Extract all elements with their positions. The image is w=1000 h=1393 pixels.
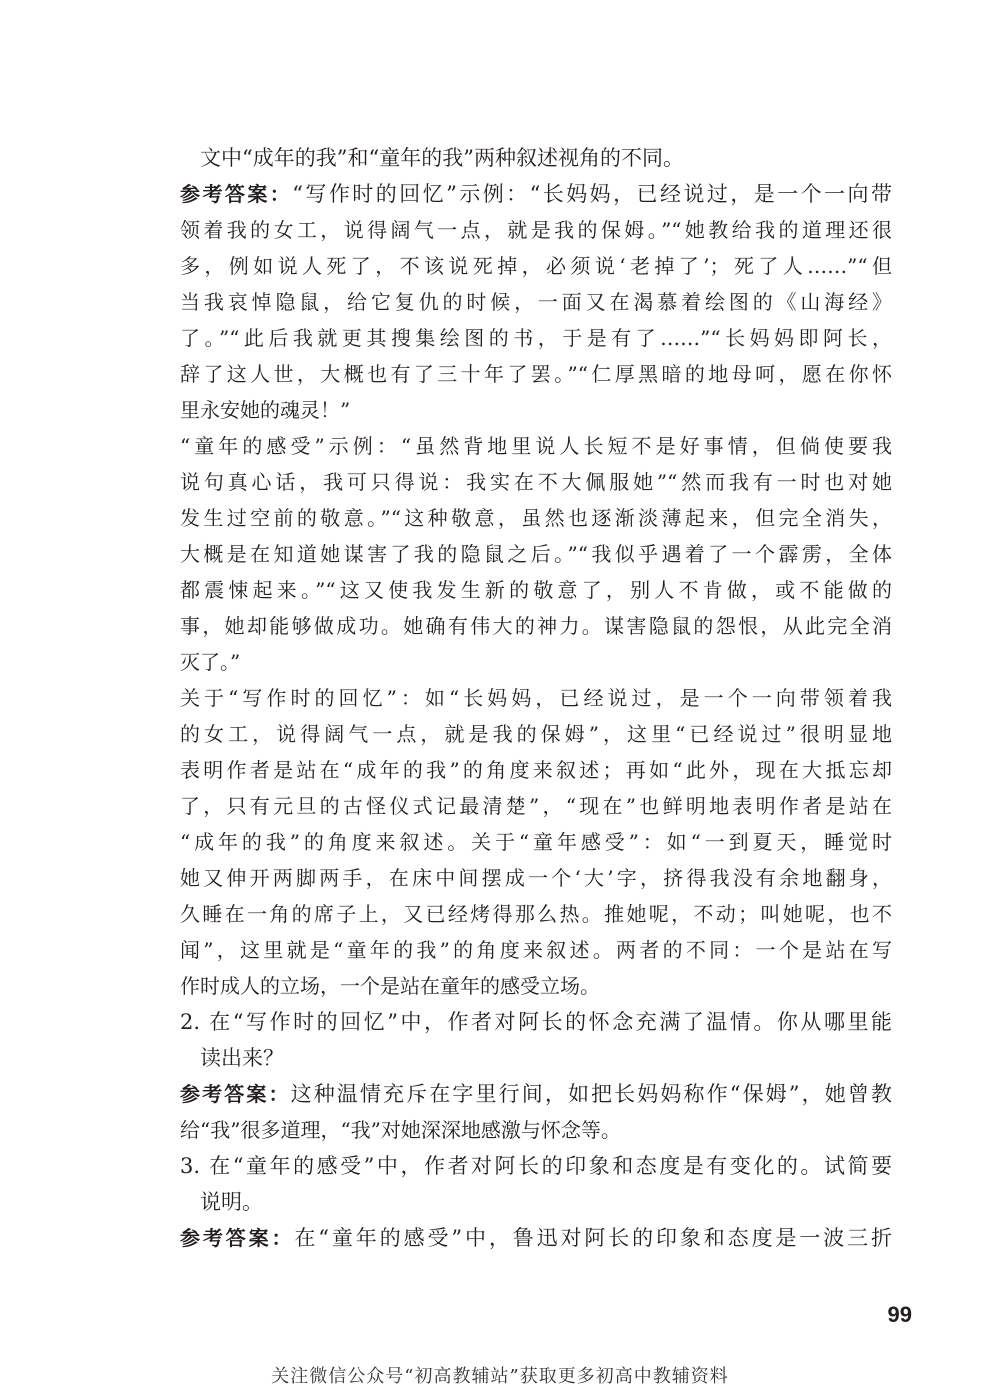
answer-line: [180, 1076, 892, 1112]
line-text: 的女工，说得阔气一点，就是我的保姆”，这里“已经说过”很明显地: [180, 722, 892, 746]
text-line: [180, 356, 892, 392]
line-text: “成年的我”的角度来叙述。关于“童年感受”：如“一到夏天，睡觉时: [180, 830, 892, 854]
text-line: [180, 896, 892, 932]
text-line: [180, 428, 892, 464]
line-text: 说明。: [200, 1190, 263, 1214]
line-text: 3. 在“童年的感受”中，作者对阿长的印象和态度是有变化的。试简要: [180, 1154, 892, 1178]
text-line: [180, 392, 892, 428]
page-number: 99: [887, 1302, 912, 1327]
body-text: [180, 140, 892, 1256]
line-text: 文中“成年的我”和“童年的我”两种叙述视角的不同。: [200, 146, 684, 170]
line-text: 说句真心话，我可只得说：我实在不大佩服她”“然而我有一时也对她: [180, 470, 892, 494]
text-line: [180, 608, 892, 644]
line-text: 事，她却能够做成功。她确有伟大的神力。谋害隐鼠的怨恨，从此完全消: [180, 614, 892, 638]
answer-label: 参考答案：: [180, 182, 293, 206]
text-line: [180, 1112, 892, 1148]
text-line: [180, 752, 892, 788]
line-text: 作时成人的立场，一个是站在童年的感受立场。: [180, 974, 600, 998]
footer-note: 关注微信公众号“初高教辅站”获取更多初高中教辅资料: [271, 1366, 729, 1387]
line-text: 久睡在一角的席子上，又已经烤得那么热。推她呢，不动；叫她呢，也不: [180, 902, 892, 926]
line-text: 了。”“此后我就更其搜集绘图的书，于是有了……”“长妈妈即阿长，: [180, 326, 892, 350]
answer-label: 参考答案：: [180, 1082, 291, 1106]
text-line: [180, 320, 892, 356]
text-line: [180, 968, 892, 1004]
text-line: [180, 716, 892, 752]
line-text: 这种温情充斥在字里行间，如把长妈妈称作“保姆”，她曾教: [290, 1082, 892, 1106]
question-line: [180, 1040, 892, 1076]
question-line: [180, 1184, 892, 1220]
answer-line: [180, 1220, 892, 1256]
line-text: 都震悚起来。”“这又使我发生新的敬意了，别人不肯做，或不能做的: [180, 578, 892, 602]
line-text: 给“我”很多道理，“我”对她深深地感激与怀念等。: [180, 1118, 621, 1142]
line-text: 在“童年的感受”中，鲁迅对阿长的印象和态度是一波三折: [294, 1226, 892, 1250]
line-text: 当我哀悼隐鼠，给它复仇的时候，一面又在渴慕着绘图的《山海经》: [180, 290, 892, 314]
text-line: [180, 464, 892, 500]
text-line: [180, 536, 892, 572]
line-text: 读出来？: [200, 1046, 284, 1070]
text-line: [180, 788, 892, 824]
line-text: 领着我的女工，说得阔气一点，就是我的保姆。”“她教给我的道理还很: [180, 218, 892, 242]
line-text: 表明作者是站在“成年的我”的角度来叙述；再如“此外，现在大抵忘却: [180, 758, 892, 782]
line-text: 了，只有元旦的古怪仪式记最清楚”，“现在”也鲜明地表明作者是站在: [180, 794, 892, 818]
line-text: 辞了这人世，大概也有了三十年了罢。”“仁厚黑暗的地母呵，愿在你怀: [180, 362, 892, 386]
question-line: [180, 1148, 892, 1184]
text-line: [180, 932, 892, 968]
text-line: [180, 644, 892, 680]
line-text: 里永安她的魂灵！”: [180, 398, 351, 422]
answer-line: [180, 176, 892, 212]
line-text: 关于“写作时的回忆”：如“长妈妈，已经说过，是一个一向带领着我: [180, 686, 892, 710]
line-text: 2. 在“写作时的回忆”中，作者对阿长的怀念充满了温情。你从哪里能: [180, 1010, 892, 1034]
text-line: [180, 212, 892, 248]
line-text: 大概是在知道她谋害了我的隐鼠之后。”“我似乎遇着了一个霹雳，全体: [180, 542, 892, 566]
text-line: [180, 500, 892, 536]
text-line: [180, 140, 892, 176]
line-text: 发生过空前的敬意。”“这种敬意，虽然也逐渐淡薄起来，但完全消失，: [180, 506, 892, 530]
line-text: 她又伸开两脚两手，在床中间摆成一个‘大’字，挤得我没有余地翻身，: [180, 866, 892, 890]
line-text: 灭了。”: [180, 650, 241, 674]
line-text: “写作时的回忆”示例：“长妈妈，已经说过，是一个一向带: [292, 182, 892, 206]
line-text: 闻”，这里就是“童年的我”的角度来叙述。两者的不同：一个是站在写: [180, 938, 892, 962]
question-line: [180, 1004, 892, 1040]
text-line: [180, 680, 892, 716]
text-line: [180, 248, 892, 284]
line-text: 多，例如说人死了，不该说死掉，必须说‘老掉了’；死了人……”“但: [180, 254, 892, 278]
text-line: [180, 284, 892, 320]
text-line: [180, 572, 892, 608]
answer-label: 参考答案：: [180, 1226, 295, 1250]
text-line: [180, 860, 892, 896]
line-text: “童年的感受”示例：“虽然背地里说人长短不是好事情，但倘使要我: [180, 434, 892, 458]
text-line: [180, 824, 892, 860]
